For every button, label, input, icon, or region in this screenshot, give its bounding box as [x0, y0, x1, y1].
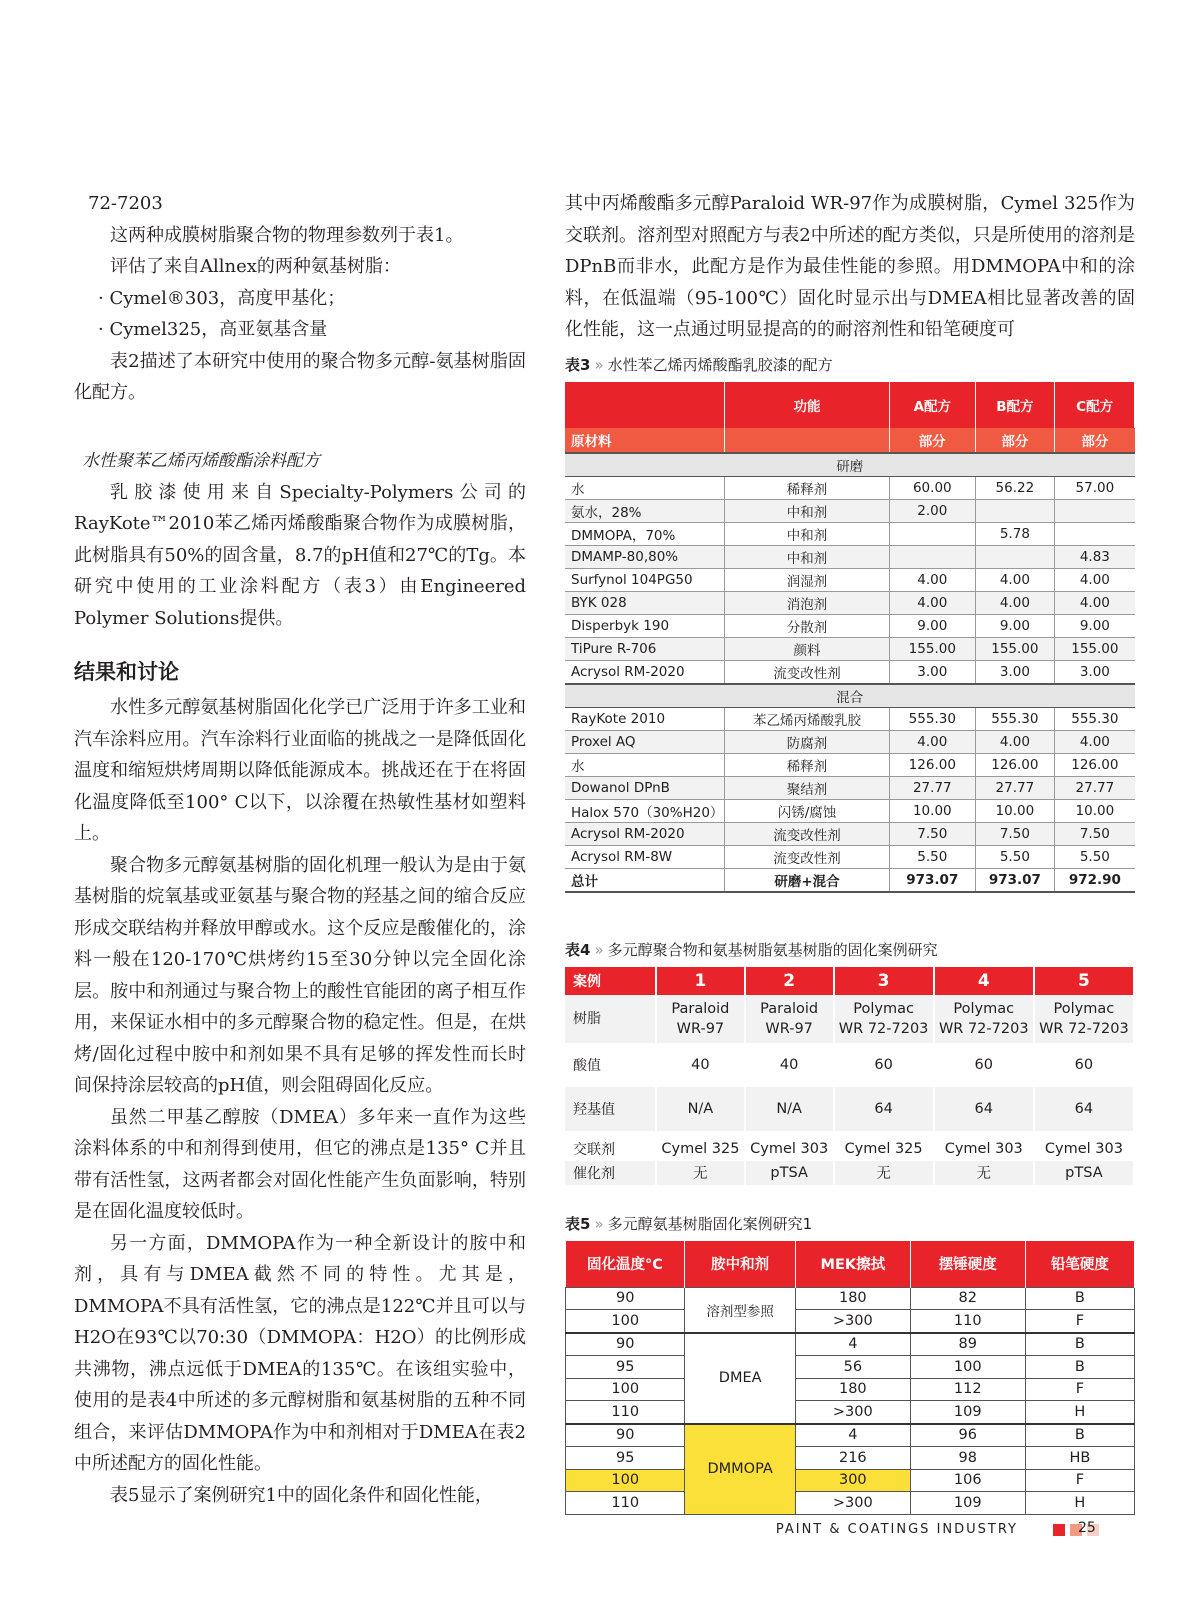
- table-cell: 3.00: [1055, 660, 1135, 684]
- table-cell: 9.00: [1055, 614, 1135, 637]
- table-row: [565, 753, 1135, 776]
- section-subheading: 水性聚苯乙烯丙烯酸酯涂料配方: [82, 450, 320, 471]
- table-cell: 112: [910, 1378, 1025, 1401]
- table-cell: 100: [566, 1469, 685, 1492]
- table-cell: 56: [795, 1356, 910, 1379]
- table-cell: Cymel 303: [745, 1131, 834, 1161]
- table-row: [565, 730, 1135, 753]
- table4-caption: [565, 939, 1135, 961]
- table-cell: 973.07: [975, 868, 1055, 892]
- table5-caption: [565, 1213, 1135, 1235]
- group-label: 研磨: [565, 453, 1135, 477]
- table-cell: 126.00: [975, 753, 1055, 776]
- table-cell: H: [1025, 1401, 1134, 1424]
- column-header: 1: [656, 967, 745, 995]
- table-cell: Dowanol DPnB: [565, 776, 724, 799]
- table-row: [565, 568, 1135, 591]
- table-cell: Acrysol RM-8W: [565, 845, 724, 868]
- table-cell: 27.77: [890, 776, 975, 799]
- paragraph: 其中丙烯酸酯多元醇Paraloid WR-97作为成膜树脂，Cymel 325作为交联剂。溶剂型对照配方与表2中所述的配方类似，只是所使用的溶剂是DPnB而非水，此配方是作为最佳性能的参照。用DMMOPA中和的涂料，在低温端（95-100℃）固化时显示出与DMEA相比显著改善的固化性能，这一点通过明显提高的的耐溶剂性和铅笔硬度可: [565, 193, 1135, 340]
- table-cell: 98: [910, 1447, 1025, 1470]
- table-cell: 水: [565, 476, 724, 499]
- table-cell: 交联剂: [565, 1131, 656, 1161]
- table-cell: 100: [910, 1356, 1025, 1379]
- column-header: 胺中和剂: [685, 1241, 795, 1288]
- table-cell: 稀释剂: [724, 476, 889, 499]
- column-header: 摆锤硬度: [910, 1241, 1025, 1288]
- table-cell: 972.90: [1055, 868, 1135, 892]
- paragraph: 聚合物多元醇氨基树脂的固化机理一般认为是由于氨基树脂的烷氧基或亚氨基与聚合物的羟基之间的缩合反应形成交联结构并释放甲醇或水。这个反应是酸催化的，涂料一般在120-170℃烘烤约15至30分钟以完全固化涂层。胺中和剂通过与聚合物上的酸性官能团的离子相互作用，来保证水相中的多元醇聚合物的稳定性。但是，在烘烤/固化过程中胺中和剂如果不具有足够的挥发性而长时间保持涂层较高的pH值，则会阻碍固化反应。: [74, 854, 526, 1096]
- table-cell: 4.00: [890, 591, 975, 614]
- column-subheader: 部分: [975, 428, 1055, 453]
- table-cell: Disperbyk 190: [565, 614, 724, 637]
- table-cell: 60.00: [890, 476, 975, 499]
- caption-number: 表5: [565, 1214, 591, 1233]
- table-cell: Halox 570（30%H20）: [565, 799, 724, 822]
- group-cell: DMEA: [685, 1333, 795, 1424]
- section-heading: 结果和讨论: [74, 660, 179, 684]
- table-cell: 4.00: [890, 730, 975, 753]
- table-cell: 555.30: [890, 707, 975, 730]
- table-cell: Polymac WR 72-7203: [1034, 995, 1134, 1043]
- group-cell: 溶剂型参照: [685, 1287, 795, 1333]
- table-cell: TiPure R-706: [565, 637, 724, 660]
- table-cell: 闪锈/腐蚀: [724, 799, 889, 822]
- table-cell: [975, 499, 1055, 522]
- table-cell: 126.00: [890, 753, 975, 776]
- table-cell: 4.00: [975, 568, 1055, 591]
- table-cell: 90: [566, 1287, 685, 1310]
- table-subheader-row: [565, 428, 1135, 453]
- table-row: [565, 822, 1135, 845]
- table-cell: 90: [566, 1333, 685, 1356]
- table-cell: 中和剂: [724, 499, 889, 522]
- group-row: [565, 453, 1135, 477]
- table-cell: Cymel 325: [656, 1131, 745, 1161]
- table-cell: 10.00: [890, 799, 975, 822]
- table-cell: 流变改性剂: [724, 845, 889, 868]
- left-column: [74, 188, 526, 1511]
- table-cell: B: [1025, 1356, 1134, 1379]
- table-cell: 分散剂: [724, 614, 889, 637]
- table-cell: 82: [910, 1287, 1025, 1310]
- table-cell: 润湿剂: [724, 568, 889, 591]
- table-cell: 4.00: [1055, 568, 1135, 591]
- table-cell: 4.00: [1055, 591, 1135, 614]
- table-cell: >300: [795, 1401, 910, 1424]
- table-row: [565, 637, 1135, 660]
- table-cell: 酸值: [565, 1043, 656, 1087]
- table-cell: 110: [566, 1401, 685, 1424]
- table-cell: 稀释剂: [724, 753, 889, 776]
- table-row: [565, 707, 1135, 730]
- square-icon: [1053, 1524, 1065, 1536]
- column-header: 5: [1034, 967, 1134, 995]
- table-row: [565, 591, 1135, 614]
- table-row: [565, 499, 1135, 522]
- table-cell: Polymac WR 72-7203: [834, 995, 934, 1043]
- table-cell: pTSA: [745, 1161, 834, 1185]
- table-cell: 苯乙烯丙烯酸乳胶: [724, 707, 889, 730]
- table-cell: Acrysol RM-2020: [565, 660, 724, 684]
- table-cell: 3.00: [975, 660, 1055, 684]
- table-cell: 5.50: [1055, 845, 1135, 868]
- bullet-item: · Cymel®303，高度甲基化；: [98, 287, 346, 309]
- group-label: 混合: [565, 684, 1135, 708]
- table-row: [565, 1131, 1134, 1161]
- table-cell: 流变改性剂: [724, 822, 889, 845]
- bullet-item: · Cymel325，高亚氨基含量: [98, 319, 328, 340]
- table-row: [565, 476, 1135, 499]
- table-row: [565, 1161, 1134, 1185]
- table-cell: 中和剂: [724, 522, 889, 545]
- table-cell: 106: [910, 1469, 1025, 1492]
- group-cell: DMMOPA: [685, 1424, 795, 1515]
- table-header-row: [565, 382, 1135, 428]
- table-cell: Acrysol RM-2020: [565, 822, 724, 845]
- table-row: [565, 522, 1135, 545]
- caption-number: 表4: [565, 940, 591, 959]
- table-cell: F: [1025, 1469, 1134, 1492]
- table-cell: HB: [1025, 1447, 1134, 1470]
- table-row: [565, 614, 1135, 637]
- table-cell: 27.77: [1055, 776, 1135, 799]
- column-header: B配方: [975, 382, 1055, 428]
- table-cell: 100: [566, 1378, 685, 1401]
- table-cell: 防腐剂: [724, 730, 889, 753]
- table-cell: 4: [795, 1333, 910, 1356]
- table-cell: DMMOPA，70%: [565, 522, 724, 545]
- page-number: 25: [1078, 1520, 1096, 1536]
- table-cell: 10.00: [975, 799, 1055, 822]
- table-cell: [1055, 522, 1135, 545]
- table-cell: 水: [565, 753, 724, 776]
- caption-arrow: »: [594, 1214, 604, 1233]
- table-cell: 95: [566, 1447, 685, 1470]
- paragraph: 这两种成膜树脂聚合物的物理参数列于表1。: [110, 224, 464, 246]
- table-cell: >300: [795, 1492, 910, 1515]
- table-cell: Paraloid WR-97: [745, 995, 834, 1043]
- column-header: 铅笔硬度: [1025, 1241, 1134, 1288]
- table-cell: Cymel 303: [1034, 1131, 1134, 1161]
- table-cell: 10.00: [1055, 799, 1135, 822]
- table-cell: RayKote 2010: [565, 707, 724, 730]
- table-cell: 100: [566, 1310, 685, 1333]
- table-cell: 研磨+混合: [724, 868, 889, 892]
- table3-caption: [565, 354, 1135, 376]
- table-cell: 64: [934, 1087, 1034, 1131]
- paragraph: 另一方面，DMMOPA作为一种全新设计的胺中和剂，具有与DMEA截然不同的特性。尤其是，DMMOPA不具有活性氢，它的沸点是122℃并且可以与H2O在93℃以70:30（DMMOPA：H2O）的比例形成共沸物，沸点远低于DMEA的135℃。在该组实验中，使用的是表4中所述的多元醇树脂和氨基树脂的五种不同组合，来评估DMMOPA作为中和剂相对于DMEA在表2中所述配方的固化性能。: [74, 1232, 526, 1474]
- paragraph: 乳胶漆使用来自Specialty-Polymers公司的RayKote™2010苯乙烯丙烯酸酯聚合物作为成膜树脂，此树脂具有50%的固含量，8.7的pH值和27℃的Tg。本研究中使用的工业涂料配方（表3）由Engineered Polymer Solutions提供。: [74, 481, 526, 629]
- caption-text: 多元醇聚合物和氨基树脂氨基树脂的固化案例研究: [607, 940, 938, 959]
- table-cell: N/A: [745, 1087, 834, 1131]
- table-cell: B: [1025, 1287, 1134, 1310]
- table-cell: 40: [745, 1043, 834, 1087]
- table-cell: 4.00: [1055, 730, 1135, 753]
- table-row: [566, 1469, 1135, 1492]
- column-subheader: 部分: [890, 428, 975, 453]
- table-cell: pTSA: [1034, 1161, 1134, 1185]
- case-study-table: [565, 967, 1135, 1185]
- table-cell: 555.30: [975, 707, 1055, 730]
- table-cell: 56.22: [975, 476, 1055, 499]
- column-header: 固化温度°C: [566, 1241, 685, 1288]
- table-cell: 羟基值: [565, 1087, 656, 1131]
- table-row: [565, 776, 1135, 799]
- table-cell: 95: [566, 1356, 685, 1379]
- table-cell: 5.50: [975, 845, 1055, 868]
- table-row: [566, 1356, 1135, 1379]
- table-row: [566, 1401, 1135, 1424]
- table-cell: 流变改性剂: [724, 660, 889, 684]
- column-subheader: [724, 428, 889, 453]
- table-cell: Polymac WR 72-7203: [934, 995, 1034, 1043]
- table-cell: 4.00: [890, 568, 975, 591]
- right-column: [565, 188, 1135, 1515]
- column-header: MEK擦拭: [795, 1241, 910, 1288]
- table-cell: 氨水，28%: [565, 499, 724, 522]
- table-cell: Cymel 303: [934, 1131, 1034, 1161]
- column-header: 2: [745, 967, 834, 995]
- caption-text: 多元醇氨基树脂固化案例研究1: [607, 1214, 813, 1233]
- table-row: [565, 995, 1134, 1043]
- paragraph: 72-7203: [88, 193, 163, 214]
- paragraph: 表2描述了本研究中使用的聚合物多元醇-氨基树脂固化配方。: [74, 350, 526, 403]
- paragraph: 评估了来自Allnex的两种氨基树脂：: [110, 256, 401, 277]
- table-cell: DMAMP-80,80%: [565, 545, 724, 568]
- footer: [776, 1522, 1099, 1537]
- table-cell: 消泡剂: [724, 591, 889, 614]
- table-cell: 57.00: [1055, 476, 1135, 499]
- table-cell: Surfynol 104PG50: [565, 568, 724, 591]
- table-cell: 60: [934, 1043, 1034, 1087]
- caption-text: 水性苯乙烯丙烯酸酯乳胶漆的配方: [607, 355, 833, 374]
- table-cell: 110: [910, 1310, 1025, 1333]
- table-cell: 无: [656, 1161, 745, 1185]
- table-cell: 颜料: [724, 637, 889, 660]
- table-row: [565, 660, 1135, 684]
- column-header: [565, 382, 724, 428]
- table-cell: 4.00: [975, 730, 1055, 753]
- table-header-row: [566, 1241, 1135, 1288]
- column-header: A配方: [890, 382, 975, 428]
- table-cell: 9.00: [975, 614, 1055, 637]
- table-cell: >300: [795, 1310, 910, 1333]
- table-cell: [890, 522, 975, 545]
- table-cell: B: [1025, 1333, 1134, 1356]
- table-cell: Paraloid WR-97: [656, 995, 745, 1043]
- table-cell: 180: [795, 1287, 910, 1310]
- table-cell: 总计: [565, 868, 724, 892]
- table-row: [566, 1310, 1135, 1333]
- table-cell: 5.50: [890, 845, 975, 868]
- table-cell: [975, 545, 1055, 568]
- column-subheader: 原材料: [565, 428, 724, 453]
- table-cell: 109: [910, 1401, 1025, 1424]
- table-cell: 60: [1034, 1043, 1134, 1087]
- caption-arrow: »: [594, 940, 604, 959]
- table-row: [566, 1287, 1135, 1310]
- table-cell: 155.00: [890, 637, 975, 660]
- table-row: [565, 1087, 1134, 1131]
- table-cell: 催化剂: [565, 1161, 656, 1185]
- table-row: [566, 1447, 1135, 1470]
- table-cell: B: [1025, 1424, 1134, 1447]
- column-header: 4: [934, 967, 1034, 995]
- table-cell: 109: [910, 1492, 1025, 1515]
- cure-results-table: [565, 1241, 1135, 1515]
- table-cell: 40: [656, 1043, 745, 1087]
- table-cell: 216: [795, 1447, 910, 1470]
- table-cell: 无: [934, 1161, 1034, 1185]
- table-cell: 96: [910, 1424, 1025, 1447]
- formulation-table: [565, 382, 1135, 893]
- table-cell: 300: [795, 1469, 910, 1492]
- table-row: [565, 845, 1135, 868]
- table-cell: 973.07: [890, 868, 975, 892]
- table-cell: 中和剂: [724, 545, 889, 568]
- table-cell: 7.50: [1055, 822, 1135, 845]
- group-row: [565, 684, 1135, 708]
- caption-arrow: »: [594, 355, 604, 374]
- table-cell: 2.00: [890, 499, 975, 522]
- table-cell: 7.50: [890, 822, 975, 845]
- table-row: [566, 1492, 1135, 1515]
- table-row: [565, 545, 1135, 568]
- table-row: [565, 799, 1135, 822]
- table-cell: 聚结剂: [724, 776, 889, 799]
- table-cell: [890, 545, 975, 568]
- paragraph: 表5显示了案例研究1中的固化条件和固化性能，: [110, 1484, 493, 1506]
- table-cell: 27.77: [975, 776, 1055, 799]
- table-cell: H: [1025, 1492, 1134, 1515]
- table-cell: 4.83: [1055, 545, 1135, 568]
- table-cell: 60: [834, 1043, 934, 1087]
- paragraph: 水性多元醇氨基树脂固化化学已广泛用于许多工业和汽车涂料应用。汽车涂料行业面临的挑战之一是降低固化温度和缩短烘烤周期以降低能源成本。挑战还在于在将固化温度降低至100° C以下，以涂覆在热敏性基材如塑料上。: [74, 697, 526, 844]
- table-cell: 64: [1034, 1087, 1134, 1131]
- table-cell: 4.00: [975, 591, 1055, 614]
- paragraph: 虽然二甲基乙醇胺（DMEA）多年来一直作为这些涂料体系的中和剂得到使用，但它的沸点是135° C并且带有活性氢，这两者都会对固化性能产生负面影响，特别是在固化温度较低时。: [74, 1106, 526, 1222]
- table-cell: F: [1025, 1310, 1134, 1333]
- table-header-row: [565, 967, 1134, 995]
- caption-number: 表3: [565, 355, 591, 374]
- table-row: [566, 1333, 1135, 1356]
- table-cell: 89: [910, 1333, 1025, 1356]
- table-cell: F: [1025, 1378, 1134, 1401]
- total-row: [565, 868, 1135, 892]
- table-cell: [1055, 499, 1135, 522]
- table-cell: Proxel AQ: [565, 730, 724, 753]
- table-cell: 树脂: [565, 995, 656, 1043]
- table-cell: Cymel 325: [834, 1131, 934, 1161]
- table-cell: 3.00: [890, 660, 975, 684]
- table-cell: BYK 028: [565, 591, 724, 614]
- table-cell: 155.00: [975, 637, 1055, 660]
- column-header: 功能: [724, 382, 889, 428]
- table-cell: 9.00: [890, 614, 975, 637]
- magazine-name: PAINT & COATINGS INDUSTRY: [775, 1522, 1018, 1537]
- table-cell: 555.30: [1055, 707, 1135, 730]
- table-cell: 180: [795, 1378, 910, 1401]
- table-cell: 无: [834, 1161, 934, 1185]
- column-header: 3: [834, 967, 934, 995]
- table-row: [566, 1424, 1135, 1447]
- table-cell: 90: [566, 1424, 685, 1447]
- table-cell: N/A: [656, 1087, 745, 1131]
- column-subheader: 部分: [1055, 428, 1135, 453]
- table-row: [565, 1043, 1134, 1087]
- table-row: [566, 1378, 1135, 1401]
- table-cell: 7.50: [975, 822, 1055, 845]
- table-cell: 4: [795, 1424, 910, 1447]
- column-header: C配方: [1055, 382, 1135, 428]
- table-cell: 110: [566, 1492, 685, 1515]
- table-cell: 64: [834, 1087, 934, 1131]
- column-header: 案例: [565, 967, 656, 995]
- table-cell: 5.78: [975, 522, 1055, 545]
- table-cell: 126.00: [1055, 753, 1135, 776]
- table-cell: 155.00: [1055, 637, 1135, 660]
